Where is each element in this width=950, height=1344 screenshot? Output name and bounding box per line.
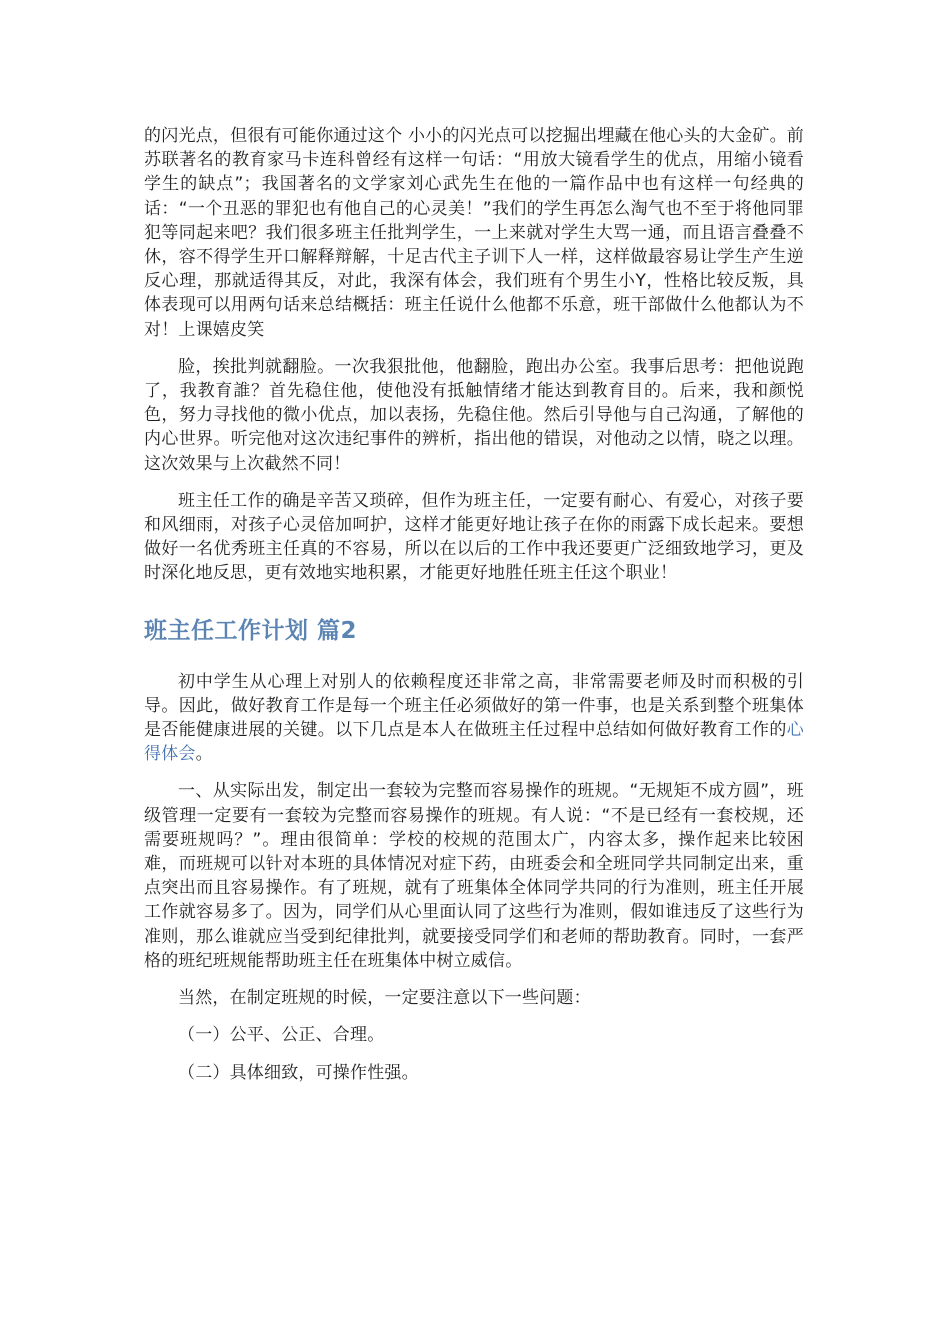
section-heading: 班主任工作计划 篇2 bbox=[144, 617, 358, 644]
body-paragraph: 班主任工作的确是辛苦又琐碎，但作为班主任，一定要有耐心、有爱心，对孩子要和风细雨，对孩子心灵倍加呵护，这样才能更好地让孩子在你的雨露下成长起来。要想做好一名优秀班主任真的不容易，所以在以后的工作中我还要更广泛细致地学习，更及时深化地反思，更有效地实地积累，才能更好地胜任班主任这个职业！ bbox=[144, 490, 804, 584]
xinde-link[interactable]: 心得体会 bbox=[144, 720, 804, 765]
intro-paragraph bbox=[144, 670, 804, 767]
body-paragraph: 一、从实际出发，制定出一套较为完整而容易操作的班规。“无规矩不成方圆”，班级管理一定要有一套较为完整而容易操作的班规。有人说：“不是已经有一套校规，还需要班规吗？”。理由很简单：学校的校规的范围太广，内容太多，操作起来比较困难，而班规可以针对本班的具体情况对症下药，由班委会和全班同学共同制定出来，重点突出而且容易操作。有了班规，就有了班集体全体同学共同的行为准则，班主任开展工作就容易多了。因为，同学们从心里面认同了这些行为准则，假如谁违反了这些行为准则，那么谁就应当受到纪律批判，就要接受同学们和老师的帮助教育。同时，一套严格的班纪班规能帮助班主任在班集体中树立威信。 bbox=[144, 781, 804, 971]
intro-text: 初中学生从心理上对别人的依赖程度还非常之高，非常需要老师及时而积极的引导。因此，做好教育工作是每一个班主任必须做好的第一件事，也是关系到整个班集体是否能健康进展的关键。以下几点是本人在做班主任过程中总结如何做好教育工作的 bbox=[144, 671, 804, 741]
list-item: （二）具体细致，可操作性强。 bbox=[178, 1062, 419, 1083]
list-item: （一）公平、公正、合理。 bbox=[178, 1025, 385, 1046]
intro-suffix: 。 bbox=[195, 744, 213, 765]
document-page bbox=[144, 124, 804, 1098]
body-paragraph: 的闪光点，但很有可能你通过这个 小小的闪光点可以挖掘出埋藏在他心头的大金矿。前苏联著名的教育家马卡连科曾经有这样一句话：“用放大镜看学生的优点，用缩小镜看学生的缺点”；我国著名的文学家刘心武先生在他的一篇作品中也有这样一句经典的话：“一个丑恶的罪犯也有他自己的心灵美！”我们的学生再怎么淘气也不至于将他同罪犯等同起来吧？我们很多班主任批判学生，一上来就对学生大骂一通，而且语言叠叠不休，容不得学生开口解释辩解，十足古代主子训下人一样，这样做最容易让学生产生逆反心理，那就适得其反，对此，我深有体会，我们班有个男生小Y，性格比较反叛，具体表现可以用两句话来总结概括：班主任说什么他都不乐意，班干部做什么他都认为不对！上课嬉皮笑 bbox=[144, 126, 804, 340]
body-paragraph: 当然，在制定班规的时候，一定要注意以下一些问题： bbox=[178, 988, 591, 1009]
body-paragraph: 脸，挨批判就翻脸。一次我狠批他，他翻脸，跑出办公室。我事后思考：把他说跑了，我教育誰？首先稳住他，使他没有抵触情绪才能达到教育目的。后来，我和颜悦色，努力寻找他的微小优点，加以表扬，先稳住他。然后引导他与自己沟通，了解他的内心世界。听完他对这次违纪事件的辨析，指出他的错误，对他动之以情，晓之以理。这次效果与上次截然不同！ bbox=[144, 356, 804, 474]
